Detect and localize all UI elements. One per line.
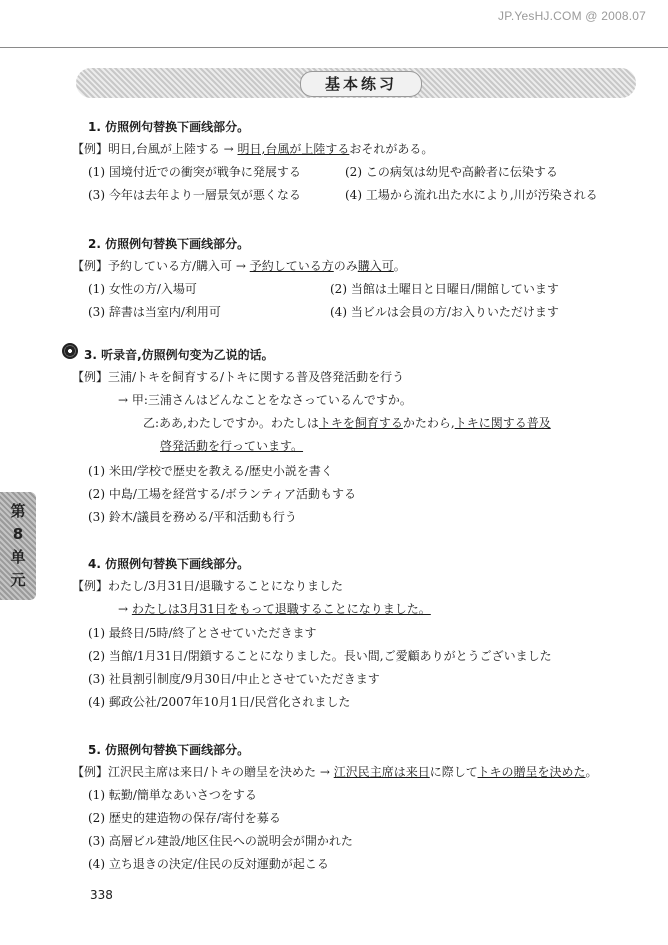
exercise-5-item: (4) 立ち退きの決定/住民の反対運動が起こる	[88, 857, 329, 871]
exercise-2-example: 【例】予約している方/購入可 → 予約している方のみ購入可。	[72, 259, 406, 273]
exercise-2-item: (1) 女性の方/入場可	[88, 282, 197, 296]
exercise-4-item: (1) 最終日/5時/終了とさせていただきます	[88, 626, 317, 640]
exercise-2-item: (2) 当館は土曜日と日曜日/開館しています	[330, 282, 559, 296]
audio-cd-icon[interactable]	[62, 343, 78, 359]
exercise-2-item: (4) 当ビルは会員の方/お入りいただけます	[330, 305, 559, 319]
exercise-5-item: (2) 歴史的建造物の保存/寄付を募る	[88, 811, 281, 825]
exercise-5-item: (1) 転勤/簡単なあいさつをする	[88, 788, 257, 802]
exercise-3-answer-line-2: 啓発活動を行っています。	[160, 439, 304, 453]
exercise-1-item: (4) 工場から流れ出た水により,川が汚染される	[345, 188, 598, 202]
exercise-4-item: (3) 社員割引制度/9月30日/中止とさせていただきます	[88, 672, 380, 686]
exercise-1-item: (2) この病気は幼児や高齢者に伝染する	[345, 165, 558, 179]
unit-side-tab-label: 第8单元	[10, 502, 26, 589]
exercise-3-answer-line-1: 乙:ああ,わたしですか。わたしはトキを飼育するかたわら,トキに関する普及	[143, 416, 551, 430]
exercise-1-example: 【例】明日,台風が上陸する → 明日,台風が上陸するおそれがある。	[72, 142, 434, 156]
exercise-3-example: 【例】三浦/トキを飼育する/トキに関する普及啓発活動を行う	[72, 370, 405, 384]
exercise-3-item: (3) 鈴木/議員を務める/平和活動も行う	[88, 510, 297, 524]
exercise-1-item: (1) 国境付近での衝突が戦争に発展する	[88, 165, 301, 179]
exercise-3-item: (1) 米田/学校で歴史を教える/歴史小説を書く	[88, 464, 333, 478]
exercise-1-item: (3) 今年は去年より一層景気が悪くなる	[88, 188, 301, 202]
exercise-2-item: (3) 辞書は当室内/利用可	[88, 305, 221, 319]
exercise-5-example: 【例】江沢民主席は来日/トキの贈呈を決めた → 江沢民主席は来日に際してトキの贈呈を決めた。	[72, 765, 598, 779]
exercise-5-heading: 5. 仿照例句替换下画线部分。	[88, 743, 250, 757]
exercise-3-item: (2) 中島/工場を経営する/ボランティア活動もする	[88, 487, 356, 501]
header-rule	[0, 47, 668, 48]
exercise-4-item: (4) 郵政公社/2007年10月1日/民営化されました	[88, 695, 351, 709]
page-number: 338	[90, 888, 113, 902]
exercise-4-heading: 4. 仿照例句替换下画线部分。	[88, 557, 250, 571]
section-title: 基本练习	[300, 71, 422, 97]
watermark: JP.YesHJ.COM @ 2008.07	[498, 9, 646, 23]
exercise-4-item: (2) 当館/1月31日/閉鎖することになりました。長い間,ご愛顧ありがとうございました	[88, 649, 552, 663]
exercise-3-heading: 3. 听录音,仿照例句变为乙说的话。	[84, 348, 274, 362]
exercise-4-answer: → わたしは3月31日をもって退職することになりました。	[118, 602, 431, 616]
exercise-5-item: (3) 高層ビル建設/地区住民への説明会が開かれた	[88, 834, 353, 848]
exercise-4-example: 【例】わたし/3月31日/退職することになりました	[72, 579, 343, 593]
exercise-2-heading: 2. 仿照例句替换下画线部分。	[88, 237, 250, 251]
exercise-1-heading: 1. 仿照例句替换下画线部分。	[88, 120, 250, 134]
exercise-3-question: → 甲:三浦さんはどんなことをなさっているんですか。	[118, 393, 412, 407]
